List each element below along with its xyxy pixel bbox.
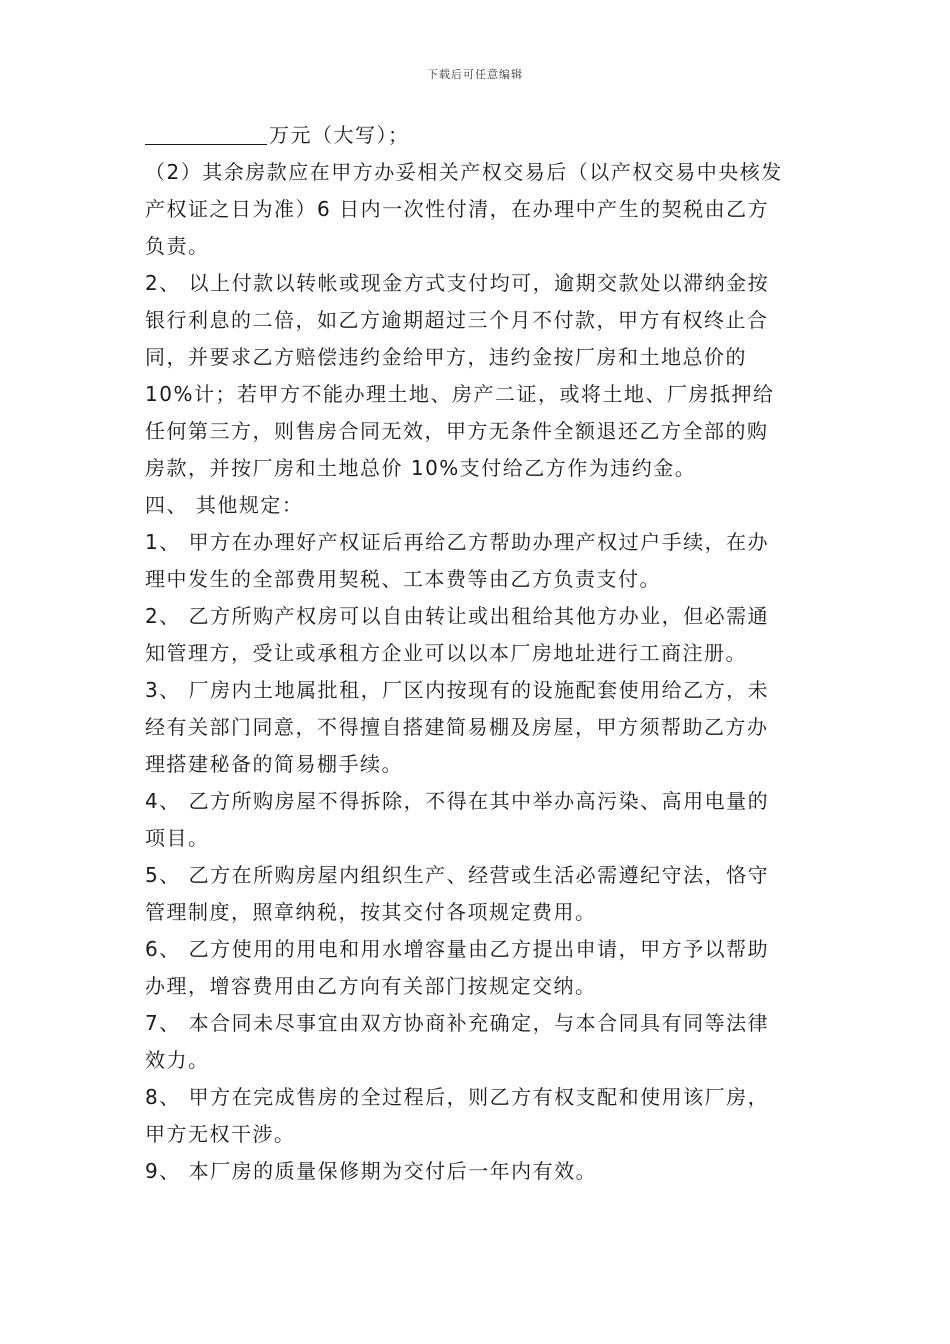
text-line: 3、 厂房内土地属批租，厂区内按现有的设施配套使用给乙方，未 — [145, 678, 770, 702]
text-line: 项目。 — [145, 826, 210, 850]
text-line: 2、 以上付款以转帐或现金方式支付均可，逾期交款处以滞纳金按 — [145, 271, 770, 295]
text-line: 8、 甲方在完成售房的全过程后，则乙方有权支配和使用该厂房， — [145, 1085, 770, 1109]
text-line: 7、 本合同未尽事宜由双方协商补充确定，与本合同具有同等法律 — [145, 1011, 770, 1035]
text-line: （2）其余房款应在甲方办妥相关产权交易后（以产权交易中央核发 — [145, 160, 783, 184]
text-line: 5、 乙方在所购房屋内组织生产、经营或生活必需遵纪守法，恪守 — [145, 863, 770, 887]
text-line: 同，并要求乙方赔偿违约金给甲方，违约金按厂房和土地总价的 — [145, 345, 747, 369]
text-line: 银行利息的二倍，如乙方逾期超过三个月不付款，甲方有权终止合 — [145, 308, 769, 332]
amount-blank — [145, 122, 267, 145]
text-line: 甲方无权干涉。 — [145, 1122, 296, 1146]
text-line: 10%计；若甲方不能办理土地、房产二证，或将土地、厂房抵押给 — [145, 382, 775, 406]
text-line: 知管理方，受让或承租方企业可以以本厂房地址进行工商注册。 — [145, 641, 747, 665]
text-line: 经有关部门同意，不得擅自搭建简易棚及房屋，甲方须帮助乙方办 — [145, 715, 769, 739]
text-line: 效力。 — [145, 1048, 210, 1072]
document-body — [145, 117, 810, 1190]
text-line: 任何第三方，则售房合同无效，甲方无条件全额退还乙方全部的购 — [145, 419, 769, 443]
text-line: 2、 乙方所购产权房可以自由转让或出租给其他方办业，但必需通 — [145, 604, 770, 628]
text-line: 6、 乙方使用的用电和用水增容量由乙方提出申请，甲方予以帮助 — [145, 937, 770, 961]
text-line: 办理，增容费用由乙方向有关部门按规定交纳。 — [145, 974, 597, 998]
text-line: 9、 本厂房的质量保修期为交付后一年内有效。 — [145, 1159, 598, 1183]
page-header: 下载后可任意编辑 — [427, 68, 523, 81]
text-line — [145, 117, 810, 154]
text-line: 4、 乙方所购房屋不得拆除，不得在其中举办高污染、高用电量的 — [145, 789, 770, 813]
text-line: 产权证之日为准）6 日内一次性付清，在办理中产生的契税由乙方 — [145, 197, 770, 221]
text-line: 负责。 — [145, 234, 210, 258]
text-line: 房款，并按厂房和土地总价 10%支付给乙方作为违约金。 — [145, 456, 697, 480]
text-line: 理中发生的全部费用契税、工本费等由乙方负责支付。 — [145, 567, 661, 591]
text-line-content: 万元（大写）； — [269, 123, 410, 147]
text-line: 1、 甲方在办理好产权证后再给乙方帮助办理产权过户手续，在办 — [145, 530, 770, 554]
text-line: 理搭建秘备的简易棚手续。 — [145, 752, 403, 776]
section-heading: 四、 其他规定： — [145, 493, 304, 517]
text-line: 管理制度，照章纳税，按其交付各项规定费用。 — [145, 900, 597, 924]
